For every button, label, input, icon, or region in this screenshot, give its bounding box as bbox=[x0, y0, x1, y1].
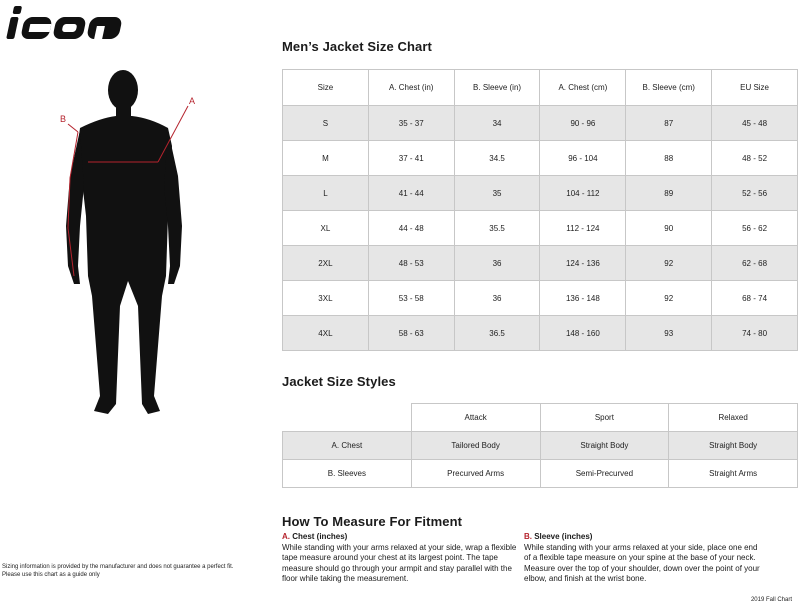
table-cell: 4XL bbox=[283, 316, 369, 351]
table-cell: 56 - 62 bbox=[712, 211, 798, 246]
table-row bbox=[283, 141, 798, 176]
measure-chest bbox=[282, 532, 522, 585]
table-cell: 48 - 52 bbox=[712, 141, 798, 176]
table-cell: 36 bbox=[454, 281, 540, 316]
table-cell: S bbox=[283, 106, 369, 141]
table-cell: 41 - 44 bbox=[368, 176, 454, 211]
table-cell: 44 - 48 bbox=[368, 211, 454, 246]
disclaimer-line-2: Please use this chart as a guide only bbox=[2, 572, 100, 578]
col-header-blank bbox=[283, 404, 412, 432]
table-cell: 74 - 80 bbox=[712, 316, 798, 351]
table-cell: 96 - 104 bbox=[540, 141, 626, 176]
table-cell: 87 bbox=[626, 106, 712, 141]
label-a: A bbox=[189, 96, 196, 106]
table-cell: 35 - 37 bbox=[368, 106, 454, 141]
table-cell: 112 - 124 bbox=[540, 211, 626, 246]
table-cell: 90 bbox=[626, 211, 712, 246]
size-chart-header-row bbox=[283, 70, 798, 106]
table-cell: Precurved Arms bbox=[411, 460, 540, 488]
col-header: Size bbox=[283, 70, 369, 106]
table-cell: B. Sleeves bbox=[283, 460, 412, 488]
col-header: B. Sleeve (in) bbox=[454, 70, 540, 106]
measure-sleeve-heading bbox=[524, 532, 764, 543]
table-cell: Semi-Precurved bbox=[540, 460, 669, 488]
measure-sleeve-letter: B. bbox=[524, 532, 532, 541]
table-cell: 104 - 112 bbox=[540, 176, 626, 211]
table-cell: 62 - 68 bbox=[712, 246, 798, 281]
table-cell: 92 bbox=[626, 246, 712, 281]
table-cell: L bbox=[283, 176, 369, 211]
col-header: EU Size bbox=[712, 70, 798, 106]
table-cell: 93 bbox=[626, 316, 712, 351]
col-header: Sport bbox=[540, 404, 669, 432]
table-row bbox=[283, 211, 798, 246]
table-cell: Tailored Body bbox=[411, 432, 540, 460]
table-cell: 58 - 63 bbox=[368, 316, 454, 351]
table-cell: 37 - 41 bbox=[368, 141, 454, 176]
col-header: Attack bbox=[411, 404, 540, 432]
table-cell: 148 - 160 bbox=[540, 316, 626, 351]
table-cell: XL bbox=[283, 211, 369, 246]
table-cell: 88 bbox=[626, 141, 712, 176]
measure-chest-heading-text: Chest (inches) bbox=[290, 532, 348, 541]
table-cell: 68 - 74 bbox=[712, 281, 798, 316]
table-cell: 136 - 148 bbox=[540, 281, 626, 316]
table-cell: Straight Body bbox=[669, 432, 798, 460]
table-cell: 3XL bbox=[283, 281, 369, 316]
table-row bbox=[283, 106, 798, 141]
table-cell: 36 bbox=[454, 246, 540, 281]
footer-note: 2019 Fall Chart bbox=[750, 597, 792, 603]
table-cell: 48 - 53 bbox=[368, 246, 454, 281]
col-header: A. Chest (in) bbox=[368, 70, 454, 106]
table-row bbox=[283, 176, 798, 211]
col-header: Relaxed bbox=[669, 404, 798, 432]
table-cell: 36.5 bbox=[454, 316, 540, 351]
styles-header-row bbox=[283, 404, 798, 432]
table-row bbox=[283, 281, 798, 316]
table-row bbox=[283, 246, 798, 281]
table-cell: 52 - 56 bbox=[712, 176, 798, 211]
table-cell: 90 - 96 bbox=[540, 106, 626, 141]
col-header: A. Chest (cm) bbox=[540, 70, 626, 106]
disclaimer bbox=[2, 563, 272, 579]
table-cell: 92 bbox=[626, 281, 712, 316]
measure-chest-heading bbox=[282, 532, 522, 543]
measure-chest-text: While standing with your arms relaxed at your side, wrap a flexible tape measure around your chest at its largest point. The tape measure should go through your armpit and stay parallel with the floor while taking the measurement. bbox=[282, 542, 517, 583]
icon-logo bbox=[4, 2, 140, 42]
size-chart-table bbox=[282, 69, 798, 351]
table-cell: A. Chest bbox=[283, 432, 412, 460]
table-cell: 124 - 136 bbox=[540, 246, 626, 281]
table-row bbox=[283, 432, 798, 460]
measure-chest-letter: A. bbox=[282, 532, 290, 541]
measure-sleeve-text: While standing with your arms relaxed at your side, place one end of a flexible tape measure on your spine at the base of your neck. Measure over the top of your shoulder, down over the point of your elbow, and finish at the wrist bone. bbox=[524, 542, 760, 583]
table-cell: Straight Body bbox=[540, 432, 669, 460]
table-cell: 45 - 48 bbox=[712, 106, 798, 141]
table-cell: 34.5 bbox=[454, 141, 540, 176]
table-cell: 53 - 58 bbox=[368, 281, 454, 316]
table-cell: M bbox=[283, 141, 369, 176]
table-cell: Straight Arms bbox=[669, 460, 798, 488]
styles-chart-table bbox=[282, 403, 798, 488]
table-row bbox=[283, 316, 798, 351]
col-header: B. Sleeve (cm) bbox=[626, 70, 712, 106]
table-cell: 89 bbox=[626, 176, 712, 211]
table-cell: 35 bbox=[454, 176, 540, 211]
table-row bbox=[283, 460, 798, 488]
measure-sleeve bbox=[524, 532, 764, 585]
table-cell: 34 bbox=[454, 106, 540, 141]
styles-chart-title: Jacket Size Styles bbox=[282, 374, 396, 389]
table-cell: 35.5 bbox=[454, 211, 540, 246]
label-b: B bbox=[60, 114, 67, 124]
body-silhouette bbox=[50, 66, 200, 426]
measure-sleeve-heading-text: Sleeve (inches) bbox=[532, 532, 593, 541]
table-cell: 2XL bbox=[283, 246, 369, 281]
measure-title: How To Measure For Fitment bbox=[282, 514, 463, 529]
size-chart-title: Men’s Jacket Size Chart bbox=[282, 39, 432, 54]
disclaimer-line-1: Sizing information is provided by the manufacturer and does not guarantee a perfect fit. bbox=[2, 564, 234, 570]
